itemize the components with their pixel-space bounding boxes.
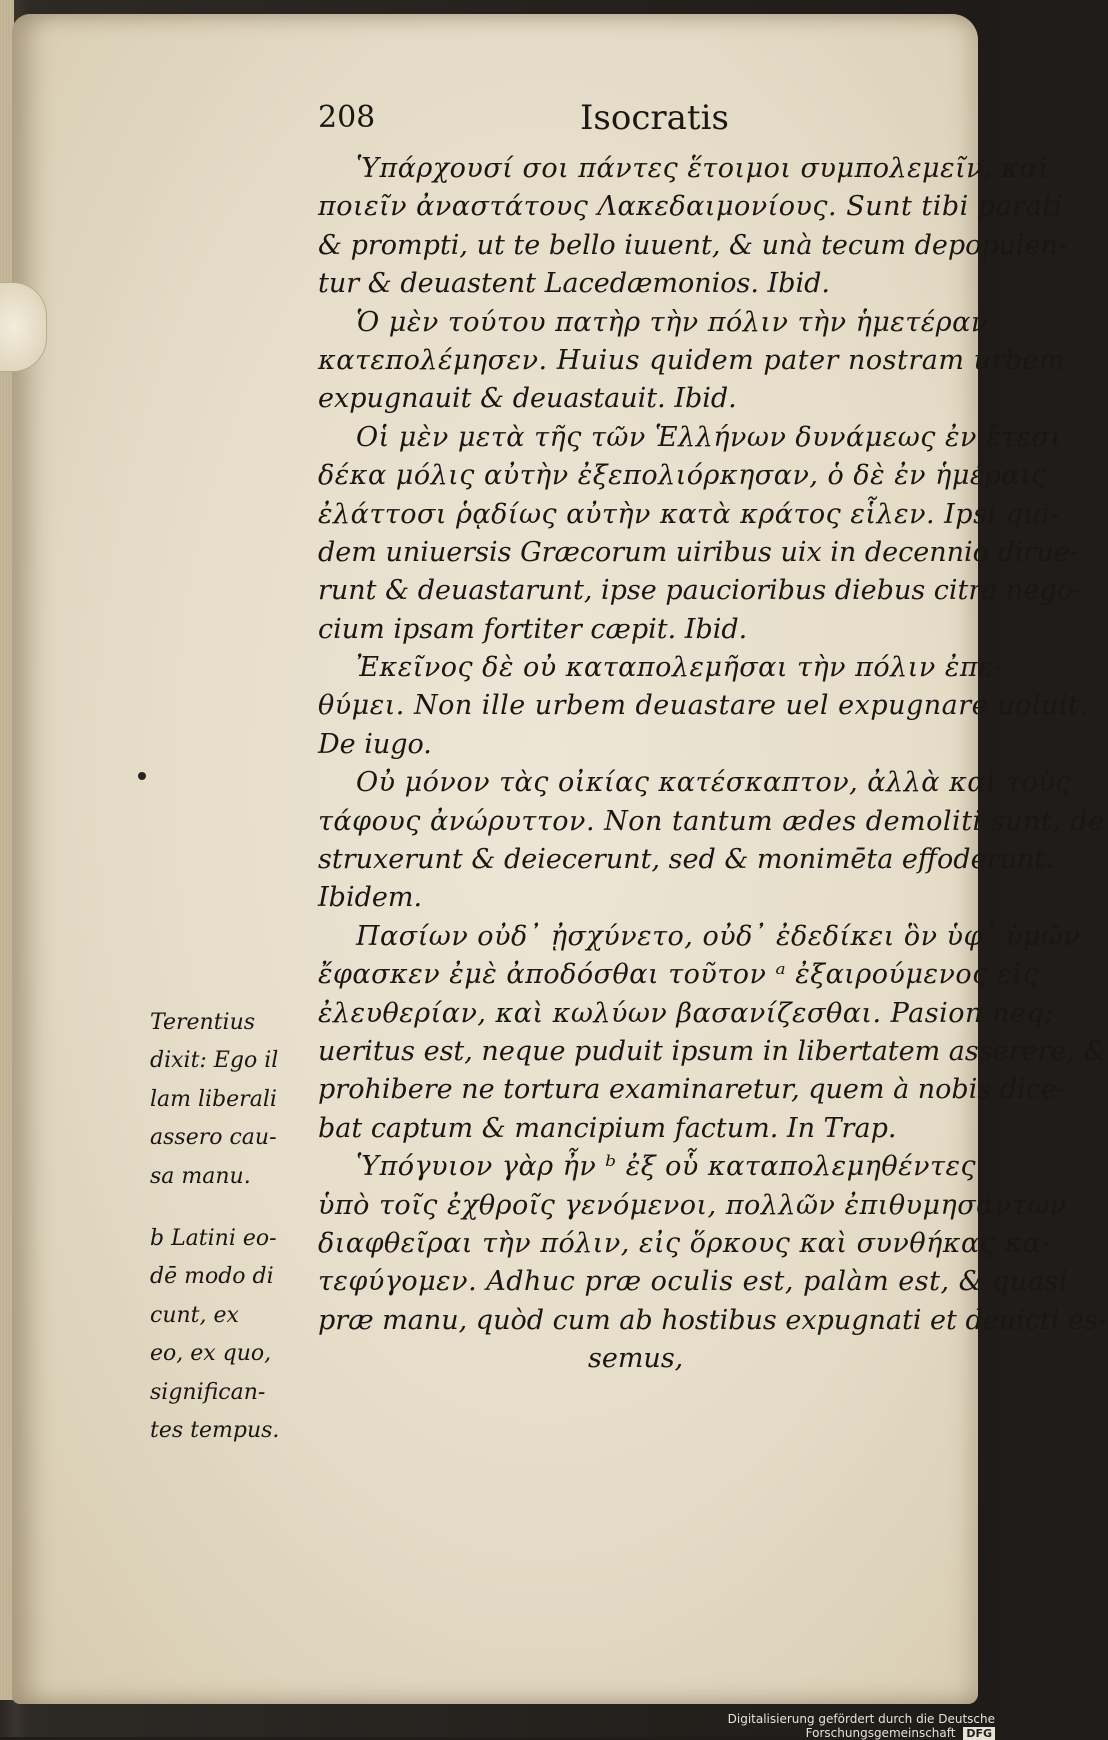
text-line: Οὐ μόνον τὰς οἰκίας κατέσκαπτον, ἀλλὰ καὶ τοὺς	[356, 767, 1071, 799]
margin-note-line: eo, ex quo,	[150, 1341, 272, 1367]
margin-note-line: cunt, ex	[150, 1302, 239, 1328]
text-line: ἐλάττοσι ῥᾳδίως αὐτὴν κατὰ κράτος εἷλεν. Ipsi qui-	[318, 498, 1061, 530]
text-line: Ὁ μὲν τούτου πατὴρ τὴν πόλιν τὴν ἡμετέραν	[356, 306, 988, 338]
text-line: ὑπὸ τοῖς ἐχθροῖς γενόμενοι, πολλῶν ἐπιθυμησάντων	[318, 1189, 1067, 1221]
text-line: Πασίων οὐδ᾽ ᾐσχύνετο, οὐδ᾽ ἐδεδίκει ὃν ὑφ᾽ ὑμῶν	[356, 920, 1081, 952]
page-tab	[0, 282, 47, 372]
text-line: dem uniuersis Græcorum uiribus uix in decennio dirue-	[318, 536, 1079, 568]
margin-note-line: dē modo di	[150, 1264, 274, 1290]
page-header	[318, 100, 728, 144]
text-line: Ibidem.	[318, 882, 423, 914]
text-line: διαφθεῖραι τὴν πόλιν, εἰς ὅρκους καὶ συνθήκας κα-	[318, 1227, 1051, 1259]
margin-note-line: tes tempus.	[150, 1417, 280, 1443]
text-line: τάφους ἀνώρυττον. Non tantum ædes demoliti sunt, de	[318, 805, 1105, 837]
text-line: De iugo.	[318, 728, 432, 760]
text-line: δέκα μόλις αὐτὴν ἐξεπολιόρκησαν, ὁ δὲ ἐν ἡμέραις	[318, 460, 1047, 492]
digitization-credit	[700, 1712, 995, 1740]
margin-note-line: b Latini eo-	[150, 1225, 277, 1251]
margin-note-line: assero cau-	[150, 1125, 277, 1151]
text-line: Ὑπάρχουσί σοι πάντες ἕτοιμοι συμπολεμεῖν, καὶ	[356, 153, 1050, 184]
text-line: ἐλευθερίαν, καὶ κωλύων βασανίζεσθαι. Pasion neq;	[318, 997, 1054, 1029]
text-line: θύμει. Non ille urbem deuastare uel expugnare uoluit.	[318, 690, 1089, 722]
margin-note-line: significan-	[150, 1379, 266, 1405]
margin-note-line: dixit: Ego il	[150, 1048, 279, 1074]
text-line: prohibere ne tortura examinaretur, quem à nobis dice-	[318, 1074, 1066, 1106]
text-line: cium ipsam fortiter cæpit. Ibid.	[318, 613, 748, 645]
margin-note-line: sa manu.	[150, 1163, 251, 1189]
text-line: & prompti, ut te bello iuuent, & unà tecum depopulen-	[318, 229, 1068, 261]
text-line: ποιεῖν ἀναστάτους Λακεδαιμονίους. Sunt tibi parati	[318, 191, 1063, 223]
text-line: κατεπολέμησεν. Huius quidem pater nostram urbem	[318, 344, 1066, 376]
credit-text: Digitalisierung gefördert durch die Deutsche Forschungsgemeinschaft	[727, 1712, 995, 1740]
text-line: præ manu, quòd cum ab hostibus expugnati et deuicti es-	[318, 1304, 1107, 1336]
text-line: struxerunt & deiecerunt, sed & monimēta effoderunt.	[318, 844, 1054, 876]
dfg-logo: DFG	[963, 1727, 995, 1740]
text-line: expugnauit & deuastauit. Ibid.	[318, 383, 737, 415]
running-head: Isocratis	[580, 98, 729, 138]
text-line: runt & deuastarunt, ipse paucioribus diebus citra nego-	[318, 575, 1082, 607]
margin-note-line: lam liberali	[150, 1086, 277, 1112]
text-line: Ὑπόγυιον γὰρ ἦν ᵇ ἐξ οὗ καταπολεμηθέντες	[356, 1151, 977, 1183]
margin-note-line: Terentius	[150, 1010, 256, 1035]
text-line: Ἐκεῖνος δὲ οὐ καταπολεμῆσαι τὴν πόλιν ἐπε-	[356, 652, 1003, 684]
text-line: tur & deuastent Lacedæmonios. Ibid.	[318, 268, 830, 300]
page-number: 208	[318, 100, 376, 135]
ink-mark	[138, 772, 146, 780]
body-text	[318, 150, 1108, 1379]
text-line: Οἱ μὲν μετὰ τῆς τῶν Ἑλλήνων δυνάμεως ἐν ἔτεσι	[356, 421, 1062, 453]
text-line: ueritus est, neque puduit ipsum in libertatem asserere, &	[318, 1035, 1108, 1067]
text-line: semus,	[588, 1343, 684, 1375]
text-line: ἔφασκεν ἐμὲ ἀποδόσθαι τοῦτον ᵃ ἐξαιρούμενος εἰς	[318, 959, 1039, 991]
text-line: bat captum & mancipium factum. In Trap.	[318, 1112, 897, 1144]
margin-notes	[150, 1004, 318, 1450]
text-line: τεφύγομεν. Adhuc præ oculis est, palàm est, & quasi	[318, 1266, 1069, 1298]
